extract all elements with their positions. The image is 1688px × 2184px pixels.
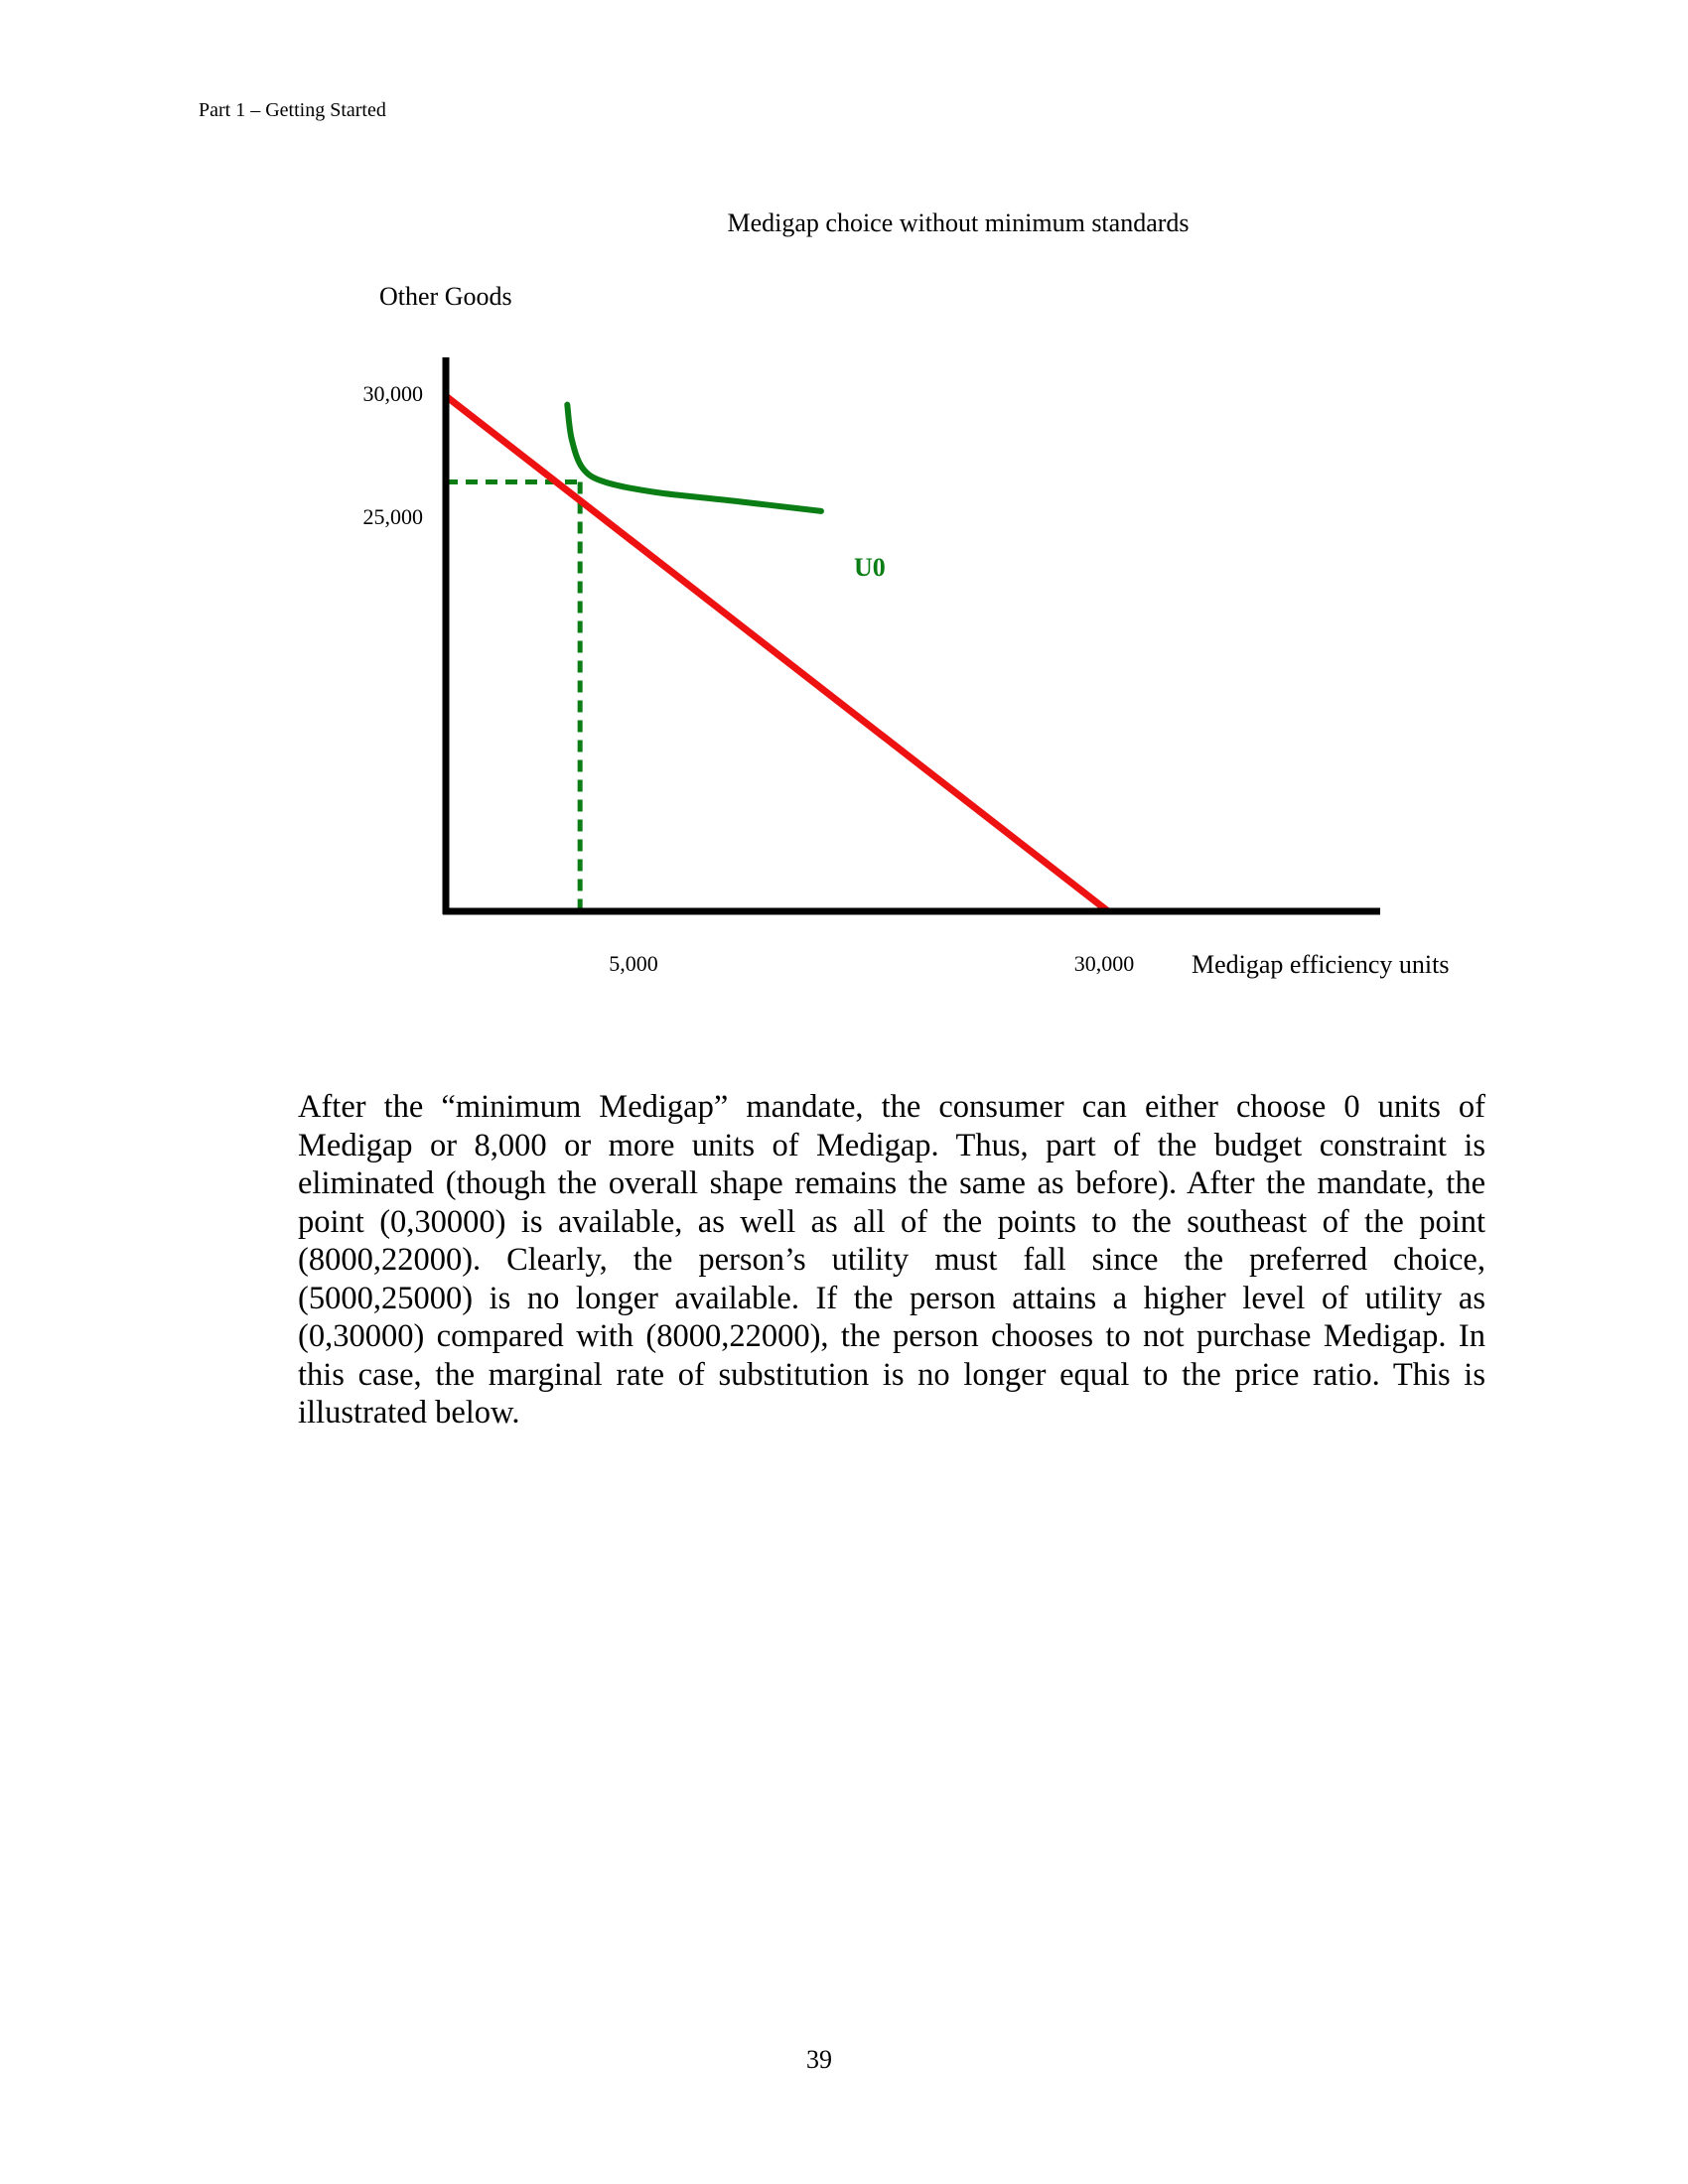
x-axis-title: Medigap efficiency units bbox=[1192, 950, 1450, 979]
u0-curve-label: U0 bbox=[854, 553, 886, 582]
body-paragraph: After the “minimum Medigap” mandate, the consumer can either choose 0 units of Medigap or 8,000 or more units of Medigap. Thus, part of the budget constraint is eliminated (though the overall shape remains the same as before). After the mandate, the point (0,30000) is available, as well as all of the points to the southeast of the point (8000,22000). Clearly, the person’s utility must fall since the preferred choice, (5000,25000) is no longer available. If the person attains a higher level of utility as (0,30000) compared with (8000,22000), the person chooses to not purchase Medigap. In this case, the marginal rate of substitution is no longer equal to the price ratio. This is illustrated below. bbox=[298, 1089, 1485, 1431]
y-axis-title: Other Goods bbox=[379, 282, 512, 311]
page-number: 39 bbox=[806, 2045, 832, 2074]
x-tick-label: 30,000 bbox=[1073, 951, 1135, 976]
x-tick-label: 5,000 bbox=[609, 951, 658, 976]
chart-title: Medigap choice without minimum standards bbox=[727, 208, 1190, 237]
y-tick-label: 30,000 bbox=[362, 381, 423, 406]
running-header: Part 1 – Getting Started bbox=[199, 99, 386, 121]
indifference-curve-u0 bbox=[567, 405, 821, 511]
y-tick-label: 25,000 bbox=[362, 504, 423, 529]
budget-constraint-line bbox=[446, 396, 1108, 911]
